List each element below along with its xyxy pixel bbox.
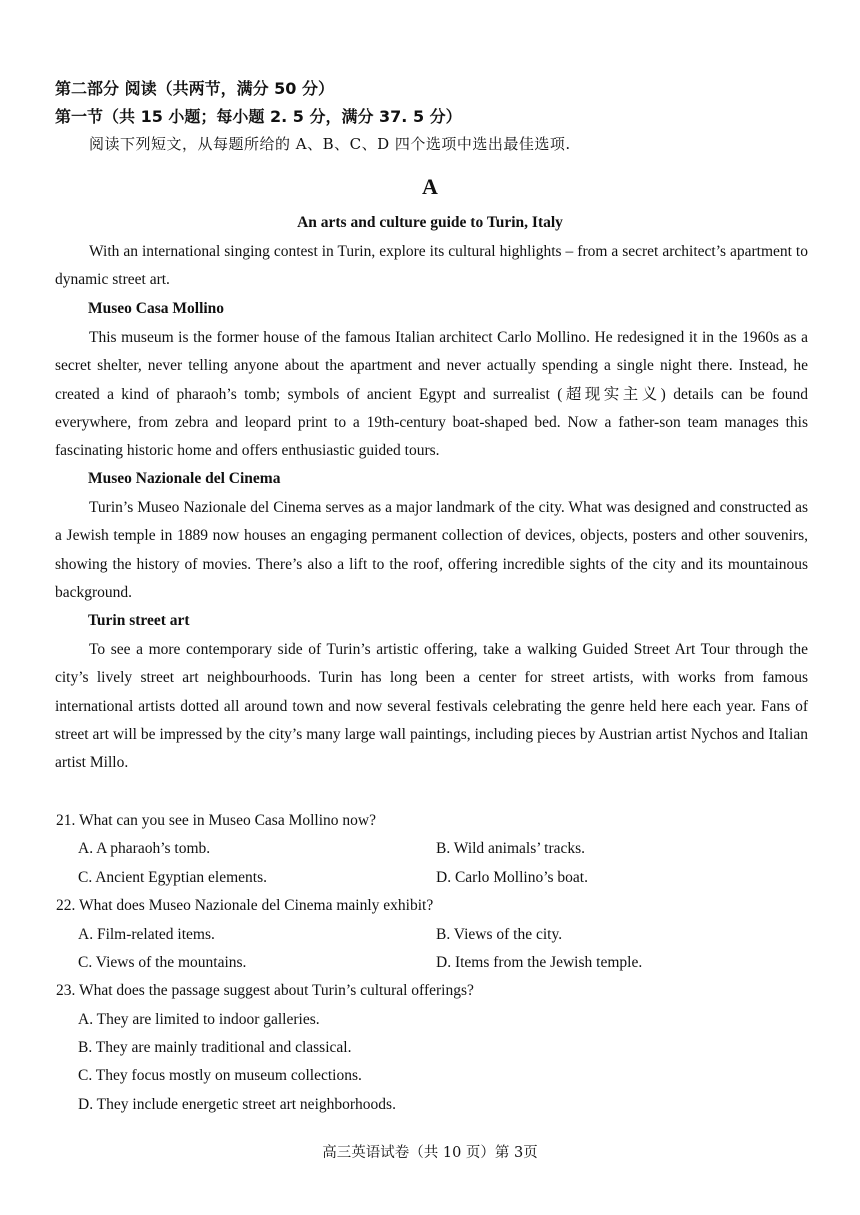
paragraph-text: This museum is the former house of the famous Italian architect Carlo Mollino. He redesigned it in the 1960s as a secret shelter, never telling anyone about the apartment and never actually spending a single night there. Instead, he created a kind of pharaoh’s tomb; symbols of ancient Egypt and surrealist (超现实主义) details can be found everywhere, from zebra and leopard print to a 19th-century boat-shaped bed. Now a father-son team manages this fascinating historic home and offers enthusiastic guided tours.	[55, 329, 808, 460]
paragraph-text: Turin’s Museo Nazionale del Cinema serves as a major landmark of the city. What was designed and constructed as a Jewish temple in 1889 now houses an engaging permanent collection of devices, objects, posters and other souvenirs, showing the history of movies. There’s also a lift to the roof, offering incredible sights of the city and its mountainous background.	[55, 499, 808, 601]
instruction-text: 阅读下列短文，从每题所给的 A、B、C、D 四个选项中选出最佳选项.	[89, 135, 571, 153]
question-23-stem: 23. What does the passage suggest about Turin’s cultural offerings?	[56, 982, 474, 999]
question-21-stem: 21. What can you see in Museo Casa Mollino now?	[56, 812, 376, 829]
question-21-option-c: C. Ancient Egyptian elements.	[78, 869, 267, 886]
question-22-option-c: C. Views of the mountains.	[78, 954, 247, 971]
passage-title: An arts and culture guide to Turin, Italy	[297, 214, 563, 231]
question-23-option-b: B. They are mainly traditional and classical.	[78, 1039, 352, 1056]
paragraph-cinema	[55, 494, 808, 607]
question-23-option-d: D. They include energetic street art neighborhoods.	[78, 1096, 396, 1113]
question-23-option-a: A. They are limited to indoor galleries.	[78, 1011, 320, 1028]
question-22-stem: 22. What does Museo Nazionale del Cinema mainly exhibit?	[56, 897, 434, 914]
section-heading: 第一节（共 15 小题；每小题 2. 5 分，满分 37. 5 分）	[55, 107, 462, 126]
part-heading: 第二部分 阅读（共两节，满分 50 分）	[55, 79, 334, 98]
question-21-option-d: D. Carlo Mollino’s boat.	[436, 869, 588, 886]
question-21-option-b: B. Wild animals’ tracks.	[436, 840, 586, 857]
intro-text: With an international singing contest in Turin, explore its cultural highlights – from a secret architect’s apartment to dynamic street art.	[55, 243, 808, 289]
paragraph-casa-mollino	[55, 324, 808, 465]
paragraph-street-art	[55, 636, 808, 777]
intro-paragraph	[55, 238, 808, 295]
page-footer: 高三英语试卷（共 10 页）第 3页	[322, 1145, 538, 1161]
section-heading-street-art: Turin street art	[88, 612, 190, 629]
question-22-option-b: B. Views of the city.	[436, 926, 563, 943]
paragraph-text: To see a more contemporary side of Turin’s artistic offering, take a walking Guided Street Art Tour through the city’s lively street art neighbourhoods. Turin has long been a center for street artists, with works from famous international artists dotted all around town and now several festivals celebrating the genre held here each year. Fans of street art will be impressed by the city’s many large wall paintings, including pieces by Austrian artist Nychos and Italian artist Millo.	[55, 641, 808, 772]
section-heading-casa-mollino: Museo Casa Mollino	[88, 300, 225, 317]
question-22-option-d: D. Items from the Jewish temple.	[436, 954, 643, 971]
question-23-option-c: C. They focus mostly on museum collections.	[78, 1067, 362, 1084]
question-21-option-a: A. A pharaoh’s tomb.	[78, 840, 211, 857]
passage-letter: A	[422, 174, 438, 199]
section-heading-cinema: Museo Nazionale del Cinema	[88, 470, 281, 487]
question-22-option-a: A. Film-related items.	[78, 926, 215, 943]
